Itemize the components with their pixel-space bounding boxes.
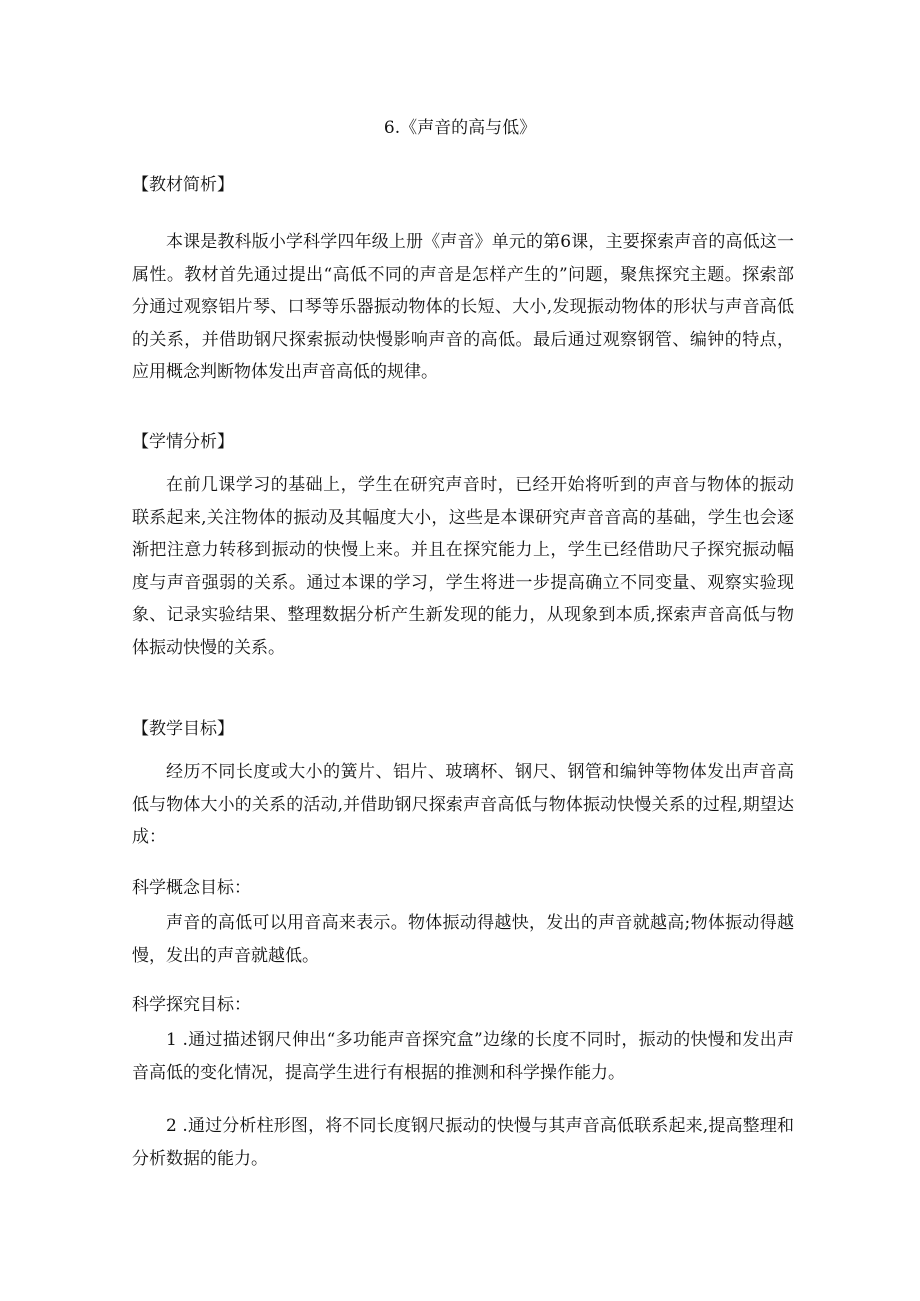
inquiry-goal-item-1: 1 .通过描述钢尺伸出“多功能声音探究盒”边缘的长度不同时，振动的快慢和发出声音高低的变化情况，提高学生进行有根据的推测和科学操作能力。 xyxy=(132,1030,794,1083)
concept-goal-text: 声音的高低可以用音高来表示。物体振动得越快，发出的声音就越高;物体振动得越慢，发出的声音就越低。 xyxy=(132,913,794,966)
textbook-analysis-paragraph: 本课是教科版小学科学四年级上册《声音》单元的第6课，主要探索声音的高低这一属性。教材首先通过提出“高低不同的声音是怎样产生的”问题，聚焦探究主题。探索部分通过观察铝片琴、口琴等乐器振动物体的长短、大小,发现振动物体的形状与声音高低的关系，并借助钢尺探索振动快慢影响声音的高低。最后通过观察钢管、编钟的特点，应用概念判断物体发出声音高低的规律。 xyxy=(132,232,794,382)
learner-analysis-paragraph: 在前几课学习的基础上，学生在研究声音时，已经开始将听到的声音与物体的振动联系起来,关注物体的振动及其幅度大小，这些是本课研究声音音高的基础，学生也会逐渐把注意力转移到振动的快慢上来。并且在探究能力上，学生已经借助尺子探究振动幅度与声音强弱的关系。通过本课的学习，学生将进一步提高确立不同变量、观察实验现象、记录实验结果、整理数据分析产生新发现的能力，从现象到本质,探索声音高低与物体振动快慢的关系。 xyxy=(132,475,794,658)
document-title: 6.《声音的高与低》 xyxy=(383,118,537,138)
concept-goal-label: 科学概念目标： xyxy=(132,878,251,898)
inquiry-goal-label: 科学探究目标： xyxy=(132,995,251,1015)
section-heading-textbook-analysis: 【教材简析】 xyxy=(132,175,234,195)
inquiry-goal-item-2: 2 .通过分析柱形图，将不同长度钢尺振动的快慢与其声音高低联系起来,提高整理和分析数据的能力。 xyxy=(132,1116,794,1169)
section-heading-teaching-objectives: 【教学目标】 xyxy=(132,719,234,739)
section-heading-learner-analysis: 【学情分析】 xyxy=(132,432,234,452)
teaching-objectives-paragraph: 经历不同长度或大小的簧片、铝片、玻璃杯、钢尺、钢管和编钟等物体发出声音高低与物体大小的关系的活动,并借助钢尺探索声音高低与物体振动快慢关系的过程,期望达成： xyxy=(132,762,794,847)
